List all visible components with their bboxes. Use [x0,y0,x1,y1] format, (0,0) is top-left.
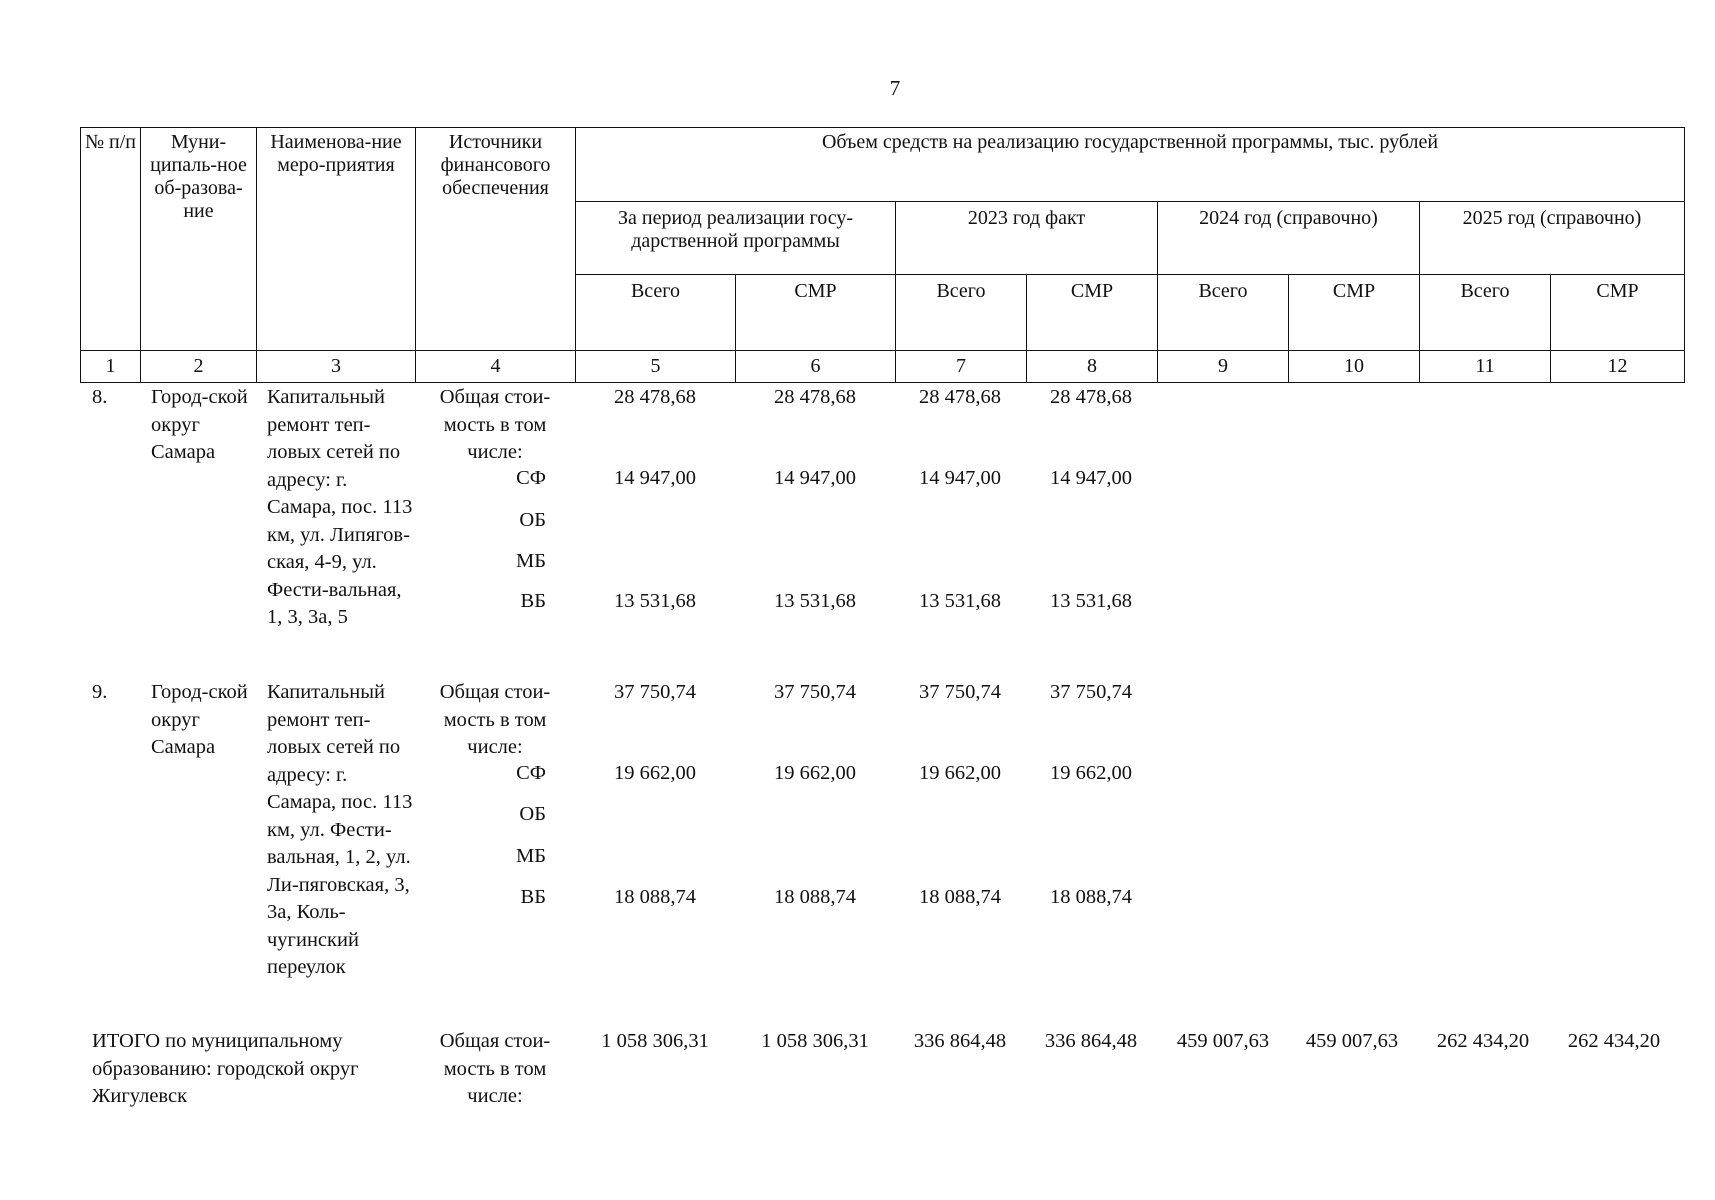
column-number: 11 [1420,351,1551,383]
column-number: 6 [736,351,896,383]
column-number: 8 [1027,351,1158,383]
row-number: 8. [92,386,108,408]
header-sub-total: Всего [1158,275,1289,351]
row-total-value: 37 750,74 [1050,681,1132,703]
row-activity: Капитальный ремонт теп-ловых сетей по адресу: г. Самара, пос. 113 км, ул. Липягов-ская, 4-9, ул. Фести-вальная, 1, 3, 3а, 5 [267,386,413,628]
source-value: 14 947,00 [919,467,1001,489]
header-col-municipality: Муни-ципаль-ное об-разова-ние [141,128,257,351]
header-sub-total: Всего [1420,275,1551,351]
header-year-2025: 2025 год (справочно) [1420,202,1685,275]
header-sub-smr: СМР [736,275,896,351]
header-sub-smr: СМР [1289,275,1420,351]
table-header [80,127,1685,383]
column-number: 9 [1158,351,1289,383]
itogo-value: 1 058 306,31 [761,1030,869,1052]
source-label: ОБ [519,509,546,531]
source-value: 13 531,68 [774,590,856,612]
itogo-value: 336 864,48 [913,1030,1007,1052]
row-total-label: Общая стои-мость в том числе: [439,681,551,758]
itogo-value: 459 007,63 [1176,1030,1270,1052]
header-col-number: № п/п [81,128,141,351]
column-number: 10 [1289,351,1420,383]
header-sub-smr: СМР [1027,275,1158,351]
column-number: 12 [1551,351,1685,383]
itogo-value: 336 864,48 [1044,1030,1138,1052]
source-value: 14 947,00 [1050,467,1132,489]
row-total-value: 28 478,68 [919,386,1001,408]
row-municipality: Город-ской округ Самара [151,386,248,463]
header-sub-total: Всего [576,275,736,351]
page-number: 7 [889,76,901,100]
source-label: СФ [516,467,546,489]
column-number: 7 [896,351,1027,383]
source-label: СФ [516,762,546,784]
source-value: 13 531,68 [919,590,1001,612]
row-total-value: 28 478,68 [614,386,696,408]
source-value: 18 088,74 [774,886,856,908]
column-number: 1 [81,351,141,383]
source-value: 19 662,00 [774,762,856,784]
source-value: 14 947,00 [614,467,696,489]
source-value: 13 531,68 [1050,590,1132,612]
source-value: 19 662,00 [919,762,1001,784]
source-label: ВБ [520,886,546,908]
column-number: 4 [416,351,576,383]
column-number: 3 [257,351,416,383]
header-sub-smr: СМР [1551,275,1685,351]
source-value: 13 531,68 [614,590,696,612]
row-number: 9. [92,681,108,703]
itogo-value: 459 007,63 [1305,1030,1399,1052]
source-value: 18 088,74 [919,886,1001,908]
column-number: 5 [576,351,736,383]
source-label: МБ [516,550,546,572]
header-period-total: За период реализации госу-дарственной программы [576,202,896,275]
header-col-activity: Наименова-ние меро-приятия [257,128,416,351]
header-year-2024: 2024 год (справочно) [1158,202,1420,275]
source-value: 19 662,00 [614,762,696,784]
header-sub-total: Всего [896,275,1027,351]
source-value: 19 662,00 [1050,762,1132,784]
source-value: 18 088,74 [614,886,696,908]
row-total-label: Общая стои-мость в том числе: [439,386,551,463]
row-total-value: 37 750,74 [919,681,1001,703]
row-total-value: 28 478,68 [774,386,856,408]
itogo-value: 1 058 306,31 [601,1030,709,1052]
column-number: 2 [141,351,257,383]
itogo-value: 262 434,20 [1567,1030,1661,1052]
row-activity: Капитальный ремонт теп-ловых сетей по адресу: г. Самара, пос. 113 км, ул. Фести-вальная, 1, 2, ул. Ли-пяговская, 3, 3а, Коль-чугинский переулок [267,681,413,978]
header-col-sources: Источники финансового обеспечения [416,128,576,351]
itogo-label: ИТОГО по муниципальному образованию: городской округ Жигулевск [92,1030,359,1107]
source-label: МБ [516,845,546,867]
source-value: 18 088,74 [1050,886,1132,908]
source-value: 14 947,00 [774,467,856,489]
row-municipality: Город-ской округ Самара [151,681,248,758]
header-year-2023: 2023 год факт [896,202,1158,275]
row-total-value: 28 478,68 [1050,386,1132,408]
itogo-total-label: Общая стои-мость в том числе: [439,1030,551,1107]
row-total-value: 37 750,74 [774,681,856,703]
source-label: ОБ [519,803,546,825]
row-total-value: 37 750,74 [614,681,696,703]
header-group-title: Объем средств на реализацию государственной программы, тыс. рублей [576,128,1685,202]
source-label: ВБ [520,590,546,612]
itogo-value: 262 434,20 [1436,1030,1530,1052]
